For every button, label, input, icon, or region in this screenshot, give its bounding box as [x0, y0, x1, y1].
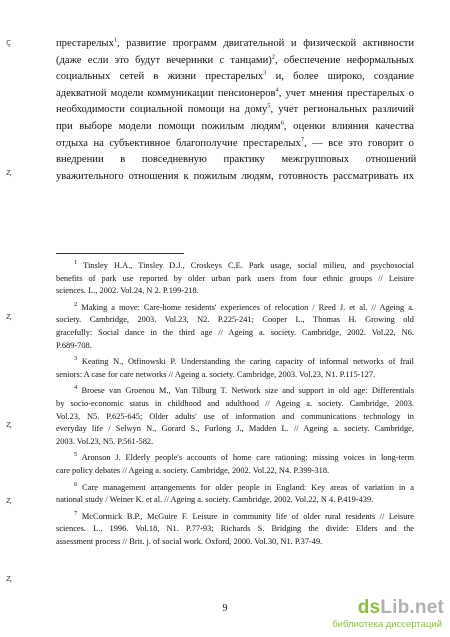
body-line: внедрении в повседневную практику межгрупповых отношений: [56, 154, 417, 166]
body-line: социальных сетей в жизни престарелых$^3$ и, более широко, создание: [56, 69, 414, 83]
body-line: уважительного отношения к пожилым людям, готовность рассматривать их: [56, 170, 414, 182]
margin-mark: ⱬ: [6, 312, 11, 322]
page-number: 9: [222, 603, 228, 614]
margin-mark: ⱬ: [6, 574, 11, 584]
logo-part: ds: [357, 597, 381, 618]
footnote-number: 4: [74, 384, 78, 392]
footnote-number: 2: [74, 300, 78, 308]
margin-mark: ⱬ: [6, 496, 11, 506]
body-paragraph: [56, 36, 417, 185]
footnote: $^4$ Broese van Groenou M., Van Tilburg T. Network size and support in old age: Differentials by socio-economic status in childhood and adulthood // Ageing a. society. Cambridge, 2003. Vol.23, N5. P.625-645; Older adults' use of information and communications technology in everyday life / Selwyn N., Gorard S., Furlong J., Madden L. // Ageing a. society. Cambridge, 2003. Vol.23, N5. P.561-582.: [56, 384, 414, 446]
body-line: отдыха на субъективное благополучие престарелых$^7$, — все это говорит о: [56, 136, 414, 149]
footnote-ref: 7: [300, 136, 305, 144]
footnotes: [56, 260, 414, 552]
margin-mark: ç: [6, 38, 11, 48]
footnote: $^2$ Making a move: Care-home residents' experiences of relocation / Reed J. et al. // Ageing a. society. Cambridge, 2003. Vol.23, N2. P.225-241; Cooper L., Thomas H. Growing old gracefully: Social dance in the third age // Ageing a. society. Cambridge, 2002. Vol.22, N6. P.689-708.: [56, 300, 415, 350]
footnote: $^5$ Aronson J. Elderly people's accounts of home care rationing: missing voices in long-term care policy debates // Ageing a. society. Cambridge, 2002. Vol.22, N4. P.399-318.: [56, 451, 414, 475]
footnote-ref: 6: [280, 119, 284, 127]
body-line: (даже если это будут вечеринки с танцами)$^2$, обеспечение неформальных: [56, 53, 414, 66]
footnote-number: 7: [74, 509, 78, 517]
margin-mark: ⱬ: [6, 168, 11, 178]
footnote-ref: 2: [271, 53, 276, 61]
footnote-number: 1: [74, 259, 78, 267]
footnote-number: 6: [74, 480, 78, 488]
body-line: необходимости социальной помощи на дому$^5$, учет региональных различий: [56, 102, 414, 116]
footnote-ref: 5: [267, 102, 271, 110]
logo-subtitle: библиотека диссертаций: [332, 619, 442, 630]
footnote-separator: [56, 253, 184, 254]
footnote-ref: 4: [275, 86, 279, 94]
footnote-number: 3: [74, 355, 78, 363]
footnote-ref: 1: [113, 36, 118, 44]
watermark-logo: [314, 597, 444, 631]
margin-mark: ⱬ: [6, 420, 11, 430]
footnote-number: 5: [74, 451, 78, 459]
footnote-ref: 3: [263, 69, 267, 77]
body-line: при выборе модели помощи пожилым людям$^6$, оценки влияния качества: [56, 119, 415, 132]
footnote: $^7$ McCormick B.P., McGuire F. Leisure in community life of older rural residents // Leisure sciences. L., 1996. Vol.18, N1. P.77-93; Richards S. Bridging the divide: Elders and the assessment process // Brit. j. of social work. Oxford, 2000. Vol.30, N1. P.37-49.: [56, 509, 415, 546]
body-line: адекватной модели коммуникации пенсионеров$^4$, учет мнения престарелых о: [56, 86, 414, 99]
footnote: $^3$ Keating N., Otfinowski P. Understanding the caring capacity of informal networks of frail seniors: A case for care networks // Ageing a. society. Cambridge, 2003. Vol.23, N1. P.115-127.: [56, 355, 414, 379]
body-line: престарелых$^1$, развитие программ двигательной и физической активности: [56, 36, 414, 49]
footnote: $^1$ Tinsley H.A., Tinsley D.J., Croskeys C.E. Park usage, social milieu, and psychosocial benefits of park use reported by older urban park users from four ethnic groups // Leisure sciences. L., 2002. Vol.24, N 2. P.199-218.: [56, 259, 414, 296]
logo-part: Lib.net: [380, 597, 444, 618]
footnote: $^6$ Care management arrangements for older people in England: Key areas of variation in a national study / Weiner K. et al. // Ageing a. society. Cambridge, 2002. Vol.22, N 4. P.419-439.: [56, 480, 414, 505]
